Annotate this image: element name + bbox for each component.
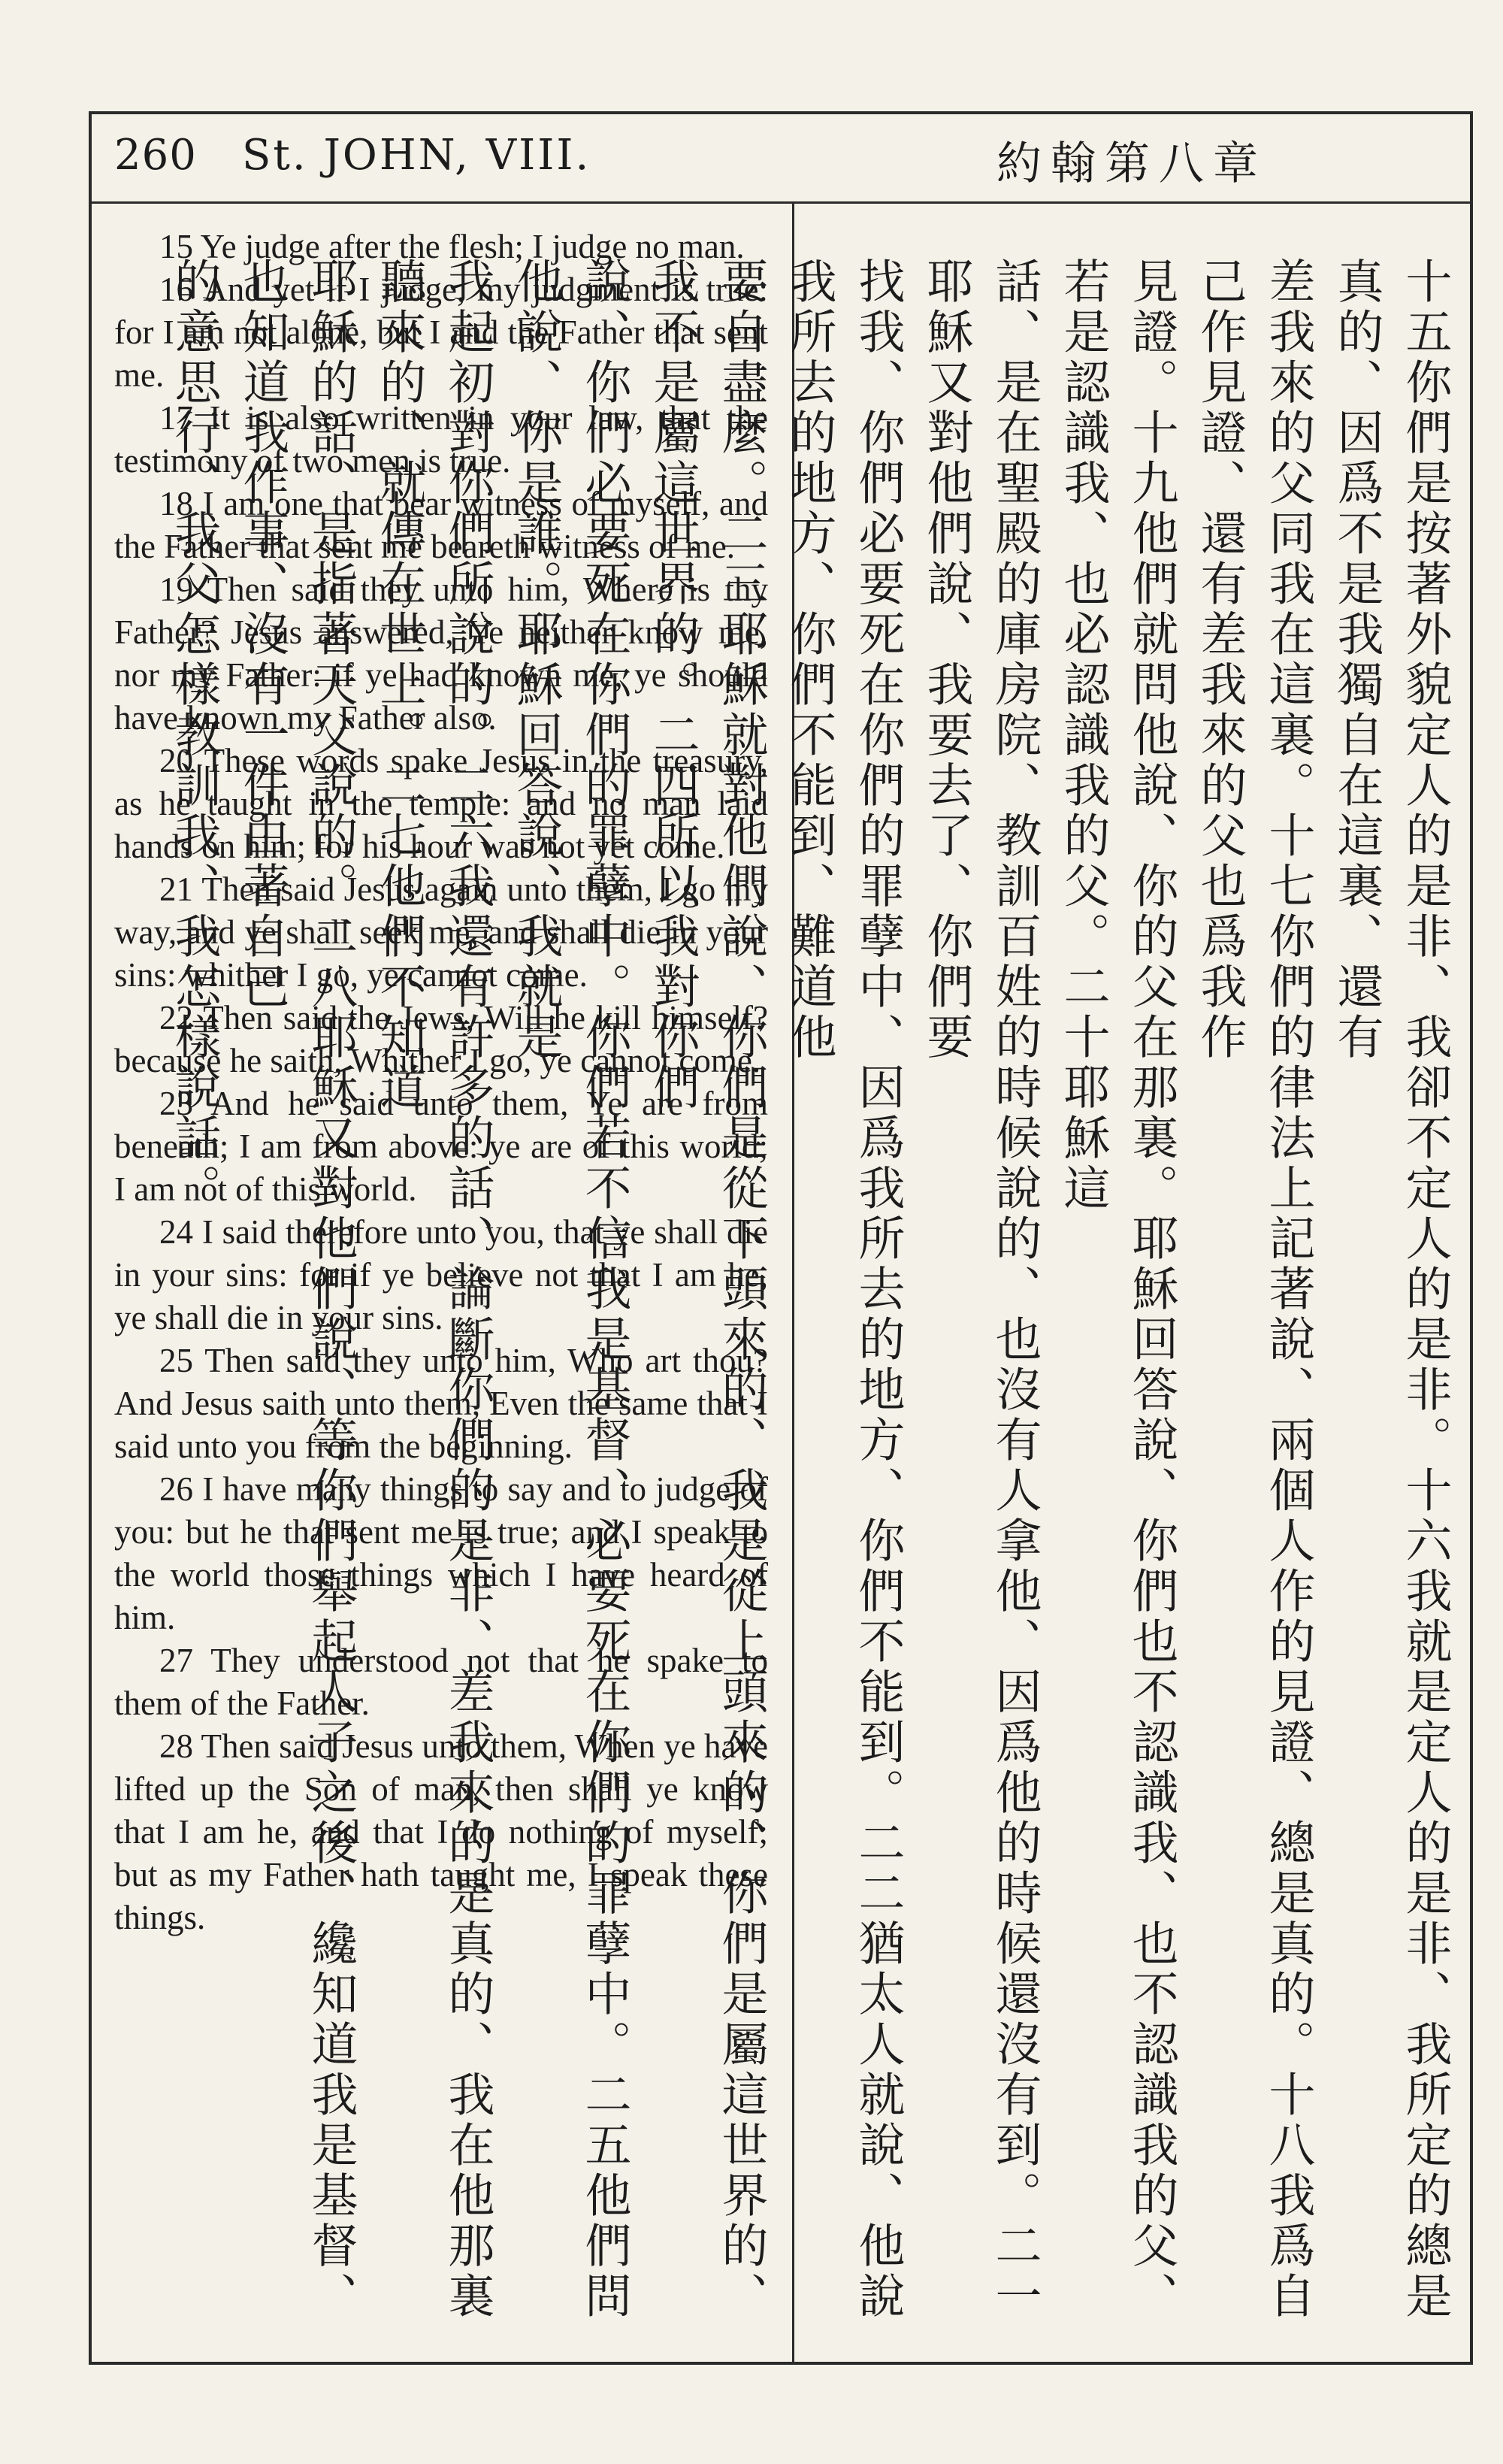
verse: 21 Then said Jesus again unto them, I go my way, and ye shall seek me, and shall die in your sins: whither I go, ye cannot come.	[114, 870, 768, 994]
page-header	[92, 114, 1470, 204]
verse: 18 I am one that bear witness of myself, and the Father that sent me beareth witness of me.	[114, 485, 768, 565]
verse: 24 I said therefore unto you, that ye shall die in your sins: for if ye believe not that I am he, ye shall die in your sins.	[114, 1213, 768, 1336]
verse: 16 And yet if I judge, my judgment is true: for I am not alone, but I and the Father that sent me.	[114, 271, 768, 394]
verse: 15 Ye judge after the flesh; I judge no man.	[159, 228, 745, 265]
chinese-running-title: 約翰第八章	[996, 138, 1267, 190]
verse: 20 These words spake Jesus in the treasury, as he taught in the temple: and no man laid hands on him; for his hour was not yet come.	[114, 742, 768, 865]
verse: 26 I have many things to say and to judge of you: but he that sent me is true; and I speak to the world those things which I have heard of him.	[114, 1470, 768, 1636]
chinese-column-line: 我起初對你們所說的。二六我還有許多的話、論斷你們的是非、差我來的是真的、我在他那裏聽來的、就傳在世上。二七他們不知道	[372, 257, 495, 2322]
chinese-column-line: 十五你們是按著外貌定人的是非、我卻不定人的是非。十六我就是定人的是非、我所定的總是真的、因爲不是我獨自在這裏、還有	[1329, 257, 1453, 2322]
verse: 19 Then said they unto him, Where is thy Father? Jesus answered, Ye neither know me, nor my Father: if ye had known me, ye should have known my Father also.	[114, 571, 768, 737]
verse: 17 It is also written in your law, that the testimony of two men is true.	[114, 399, 768, 480]
chinese-column-line: 要自盡麼。二三耶穌就對他們說、你們是從下頭來的、我是從上頭來的、你們是屬這世界的、我不是屬這世界的。二四所以我對你們	[646, 257, 769, 2322]
chinese-column-line: 話、是在聖殿的庫房院、教訓百姓的時候說的、也沒有人拿他、因爲他的時候還沒有到。二一耶穌又對他們說、我要去了、你們要	[919, 257, 1042, 2322]
chinese-column-line: 差我來的父同我在這裏。十七你們的律法上記著說、兩個人作的見證、總是真的。十八我爲自己作見證、還有差我來的父也爲我作	[1193, 257, 1316, 2322]
english-running-title: St. JOHN, VIII.	[242, 131, 591, 180]
verse: 22 Then said the Jews, Will he kill himself? because he saith, Whither I go, ye cannot come.	[114, 999, 768, 1079]
chinese-column-line: 的意思行、我父怎樣教訓我、我怎樣說話。	[167, 257, 222, 1214]
verse: 23 And he said unto them, Ye are from beneath; I am from above: ye are of this world; I am not of this world.	[114, 1085, 768, 1208]
chinese-column-line: 見證。十九他們就問他說、你的父在那裏。耶穌回答說、你們也不認識我、也不認識我的父、若是認識我、也必認識我的父。二十耶穌這	[1056, 257, 1179, 2322]
chinese-column-line: 耶穌的話、是指著天父說的。二八耶穌又對他們說、等你們舉起人子之後、纔知道我是基督、也知道我作事、沒有一件由著自己	[235, 257, 358, 2322]
page-frame	[89, 111, 1473, 2365]
verse: 27 They understood not that he spake to them of the Father.	[114, 1642, 768, 1722]
chinese-column-line: 找我、你們必要死在你們的罪孽中、因爲我所去的地方、你們不能到。二二猶太人就說、他說我所去的地方、你們不能到、難道他	[782, 257, 906, 2322]
verse: 28 Then said Jesus unto them, When ye have lifted up the Son of man, then shall ye know that I am he, and that I do nothing of myself; but as my Father hath taught me, I speak these things.	[114, 1727, 768, 1936]
verse: 25 Then said they unto him, Who art thou? And Jesus saith unto them, Even the same that I said unto you from the beginning.	[114, 1342, 768, 1465]
page-number: 260	[114, 131, 197, 180]
chinese-column-line: 說、你們必要死在你們的罪孽中。你們若不信我是基督、必要死在你們的罪孽中。二五他們問他說、你是誰。耶穌回答說、我就是	[509, 257, 632, 2322]
